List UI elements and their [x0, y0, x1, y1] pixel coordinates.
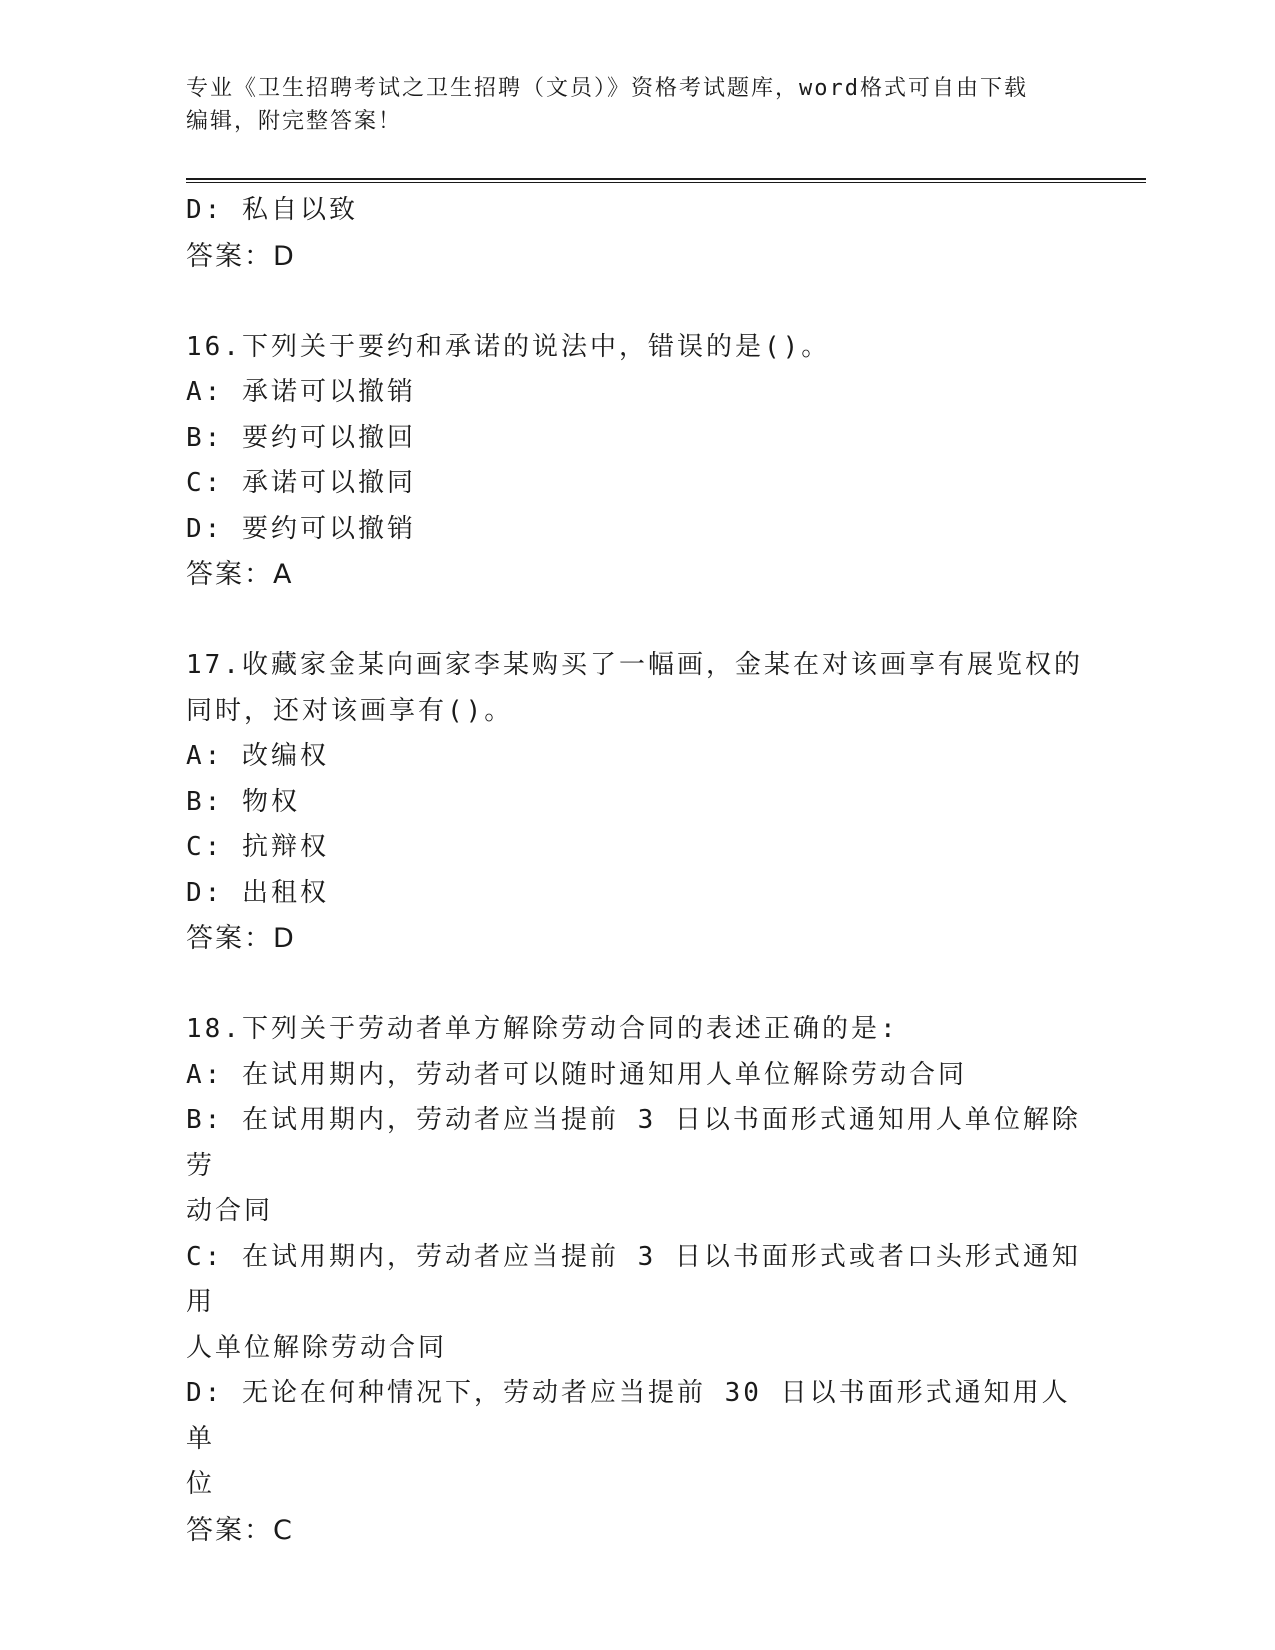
- option-line: D: 无论在何种情况下，劳动者应当提前 30 日以书面形式通知用人单: [186, 1378, 1071, 1454]
- option-line: A: 在试用期内，劳动者可以随时通知用人单位解除劳动合同: [186, 1059, 967, 1090]
- option-line: A: 承诺可以撤销: [186, 377, 416, 407]
- option-line: C: 在试用期内，劳动者应当提前 3 日以书面形式或者口头形式通知用: [186, 1241, 1081, 1317]
- option-line: D: 出租权: [186, 877, 329, 908]
- header-divider-top: [186, 178, 1146, 180]
- answer-line: 答案：C: [186, 1514, 294, 1546]
- document-header: [186, 72, 1066, 138]
- header-line-1: 专业《卫生招聘考试之卫生招聘（文员）》资格考试题库，word格式可自由下载: [186, 76, 1028, 101]
- option-line: B: 在试用期内，劳动者应当提前 3 日以书面形式通知用人单位解除劳: [186, 1105, 1081, 1181]
- option-line: D: 要约可以撤销: [186, 513, 416, 544]
- header-divider-bottom: [186, 182, 1146, 183]
- option-line: 动合同: [186, 1196, 274, 1226]
- option-line: B: 物权: [186, 786, 300, 817]
- spacer: [186, 962, 1086, 1008]
- option-line: A: 改编权: [186, 741, 329, 771]
- option-line: 人单位解除劳动合同: [186, 1332, 448, 1363]
- option-line: C: 抗辩权: [186, 832, 329, 862]
- spacer: [186, 279, 1086, 325]
- answer-line: 答案：D: [186, 923, 296, 954]
- question-stem: 18.下列关于劳动者单方解除劳动合同的表述正确的是:: [186, 1014, 899, 1044]
- header-line-2: 编辑，附完整答案！: [186, 109, 403, 134]
- question-stem: 17.收藏家金某向画家李某购买了一幅画，金某在对该画享有展览权的: [186, 650, 1083, 680]
- option-line: 位: [186, 1469, 216, 1499]
- question-17: [186, 643, 1086, 962]
- option-line: B: 要约可以撤回: [186, 422, 416, 453]
- question-16: [186, 325, 1086, 598]
- spacer: [186, 598, 1086, 644]
- previous-question-tail: [186, 188, 1086, 279]
- option-line: C: 承诺可以撤同: [186, 468, 416, 498]
- question-content: [186, 188, 1086, 1553]
- question-18: [186, 1007, 1086, 1553]
- answer-line: 答案：A: [186, 559, 294, 590]
- question-stem: 同时，还对该画享有()。: [186, 695, 514, 726]
- option-line: D: 私自以致: [186, 195, 358, 225]
- answer-line: 答案：D: [186, 240, 296, 272]
- question-stem: 16.下列关于要约和承诺的说法中，错误的是()。: [186, 331, 831, 362]
